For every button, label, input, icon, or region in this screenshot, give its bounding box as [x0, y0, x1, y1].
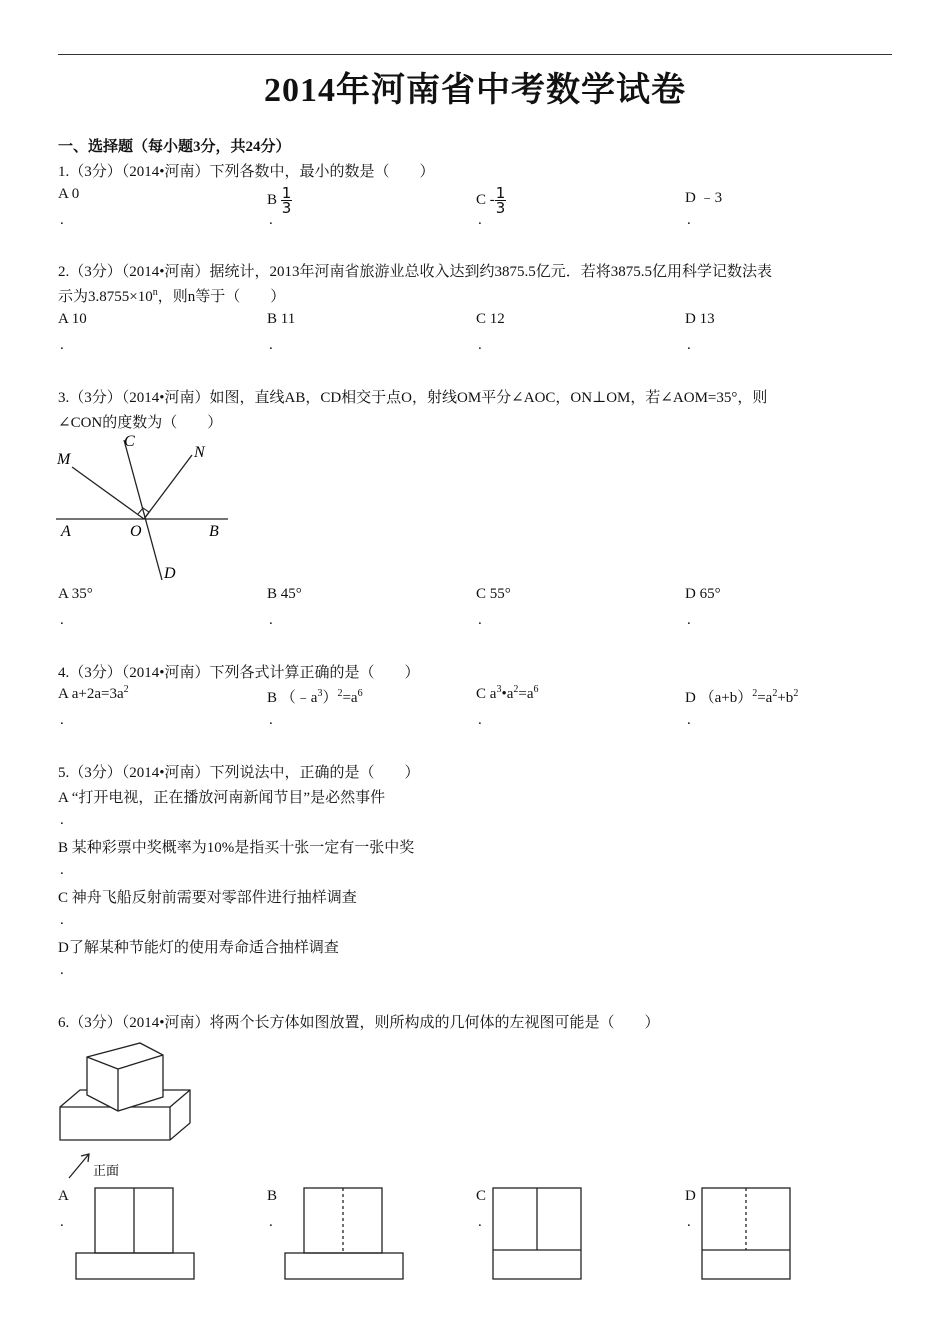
section-heading: 一、选择题（每小题3分，共24分） [58, 139, 291, 155]
q6-view-a [74, 1186, 198, 1282]
q2-stem-line1: 2.（3分）（2014•河南）据统计，2013年河南省旅游业总收入达到约3875.5亿元．若将3875.5亿用科学记数法表 [58, 264, 773, 280]
q2-stem-line2: 示为$3.8755\times 10^n$，则n等于（ ） [58, 287, 286, 305]
q6-view-d [700, 1186, 794, 1282]
dot: . [60, 337, 64, 353]
q3-angle-figure [52, 430, 242, 585]
q2-option-d: D 13 [685, 311, 715, 327]
q3-option-c: C 55° [476, 586, 511, 602]
page-title: 2014年河南省中考数学试卷 [264, 72, 686, 109]
dot: . [60, 912, 64, 928]
q6-view-b [283, 1186, 407, 1282]
dot: . [60, 712, 64, 728]
dot: . [269, 612, 273, 628]
dot: . [478, 337, 482, 353]
dot: . [687, 612, 691, 628]
label-n: N [194, 444, 205, 461]
dot: . [687, 337, 691, 353]
q1-option-a: A 0 [58, 186, 80, 202]
fraction-one-third: $\frac{1}{3}$ [281, 184, 292, 217]
q5-option-a: A “打开电视，正在播放河南新闻节目”是必然事件 [58, 790, 386, 806]
q6-view-c [491, 1186, 585, 1282]
q4-stem: 4.（3分）（2014•河南）下列各式计算正确的是（ ） [58, 665, 420, 681]
q5-option-d: D了解某种节能灯的使用寿命适合抽样调查 [58, 940, 339, 956]
q4-option-d: D $(a+b)^2=a^2+b^2$ [685, 688, 799, 706]
dot: . [269, 337, 273, 353]
dot: . [478, 212, 482, 228]
dot: . [687, 712, 691, 728]
label-o: O [130, 523, 142, 540]
dot: . [478, 1214, 482, 1230]
q5-option-b: B 某种彩票中奖概率为10%是指买十张一定有一张中奖 [58, 840, 415, 856]
q6-option-d: D [685, 1188, 696, 1204]
label-b: B [209, 523, 219, 540]
front-label: 正面 [93, 1164, 120, 1179]
q6-solid-figure [55, 1035, 200, 1185]
label-c: C [124, 433, 135, 450]
q4-option-a: A $a+2a=3a^2$ [58, 684, 129, 702]
dot: . [269, 212, 273, 228]
dot: . [60, 612, 64, 628]
q1-option-c: C - $\frac{1}{3}$ [476, 184, 506, 217]
q1-option-b: B $\frac{1}{3}$ [267, 184, 292, 217]
q2-option-c: C 12 [476, 311, 505, 327]
q5-stem: 5.（3分）（2014•河南）下列说法中，正确的是（ ） [58, 765, 420, 781]
q3-option-b: B 45° [267, 586, 302, 602]
dot: . [687, 1214, 691, 1230]
label-m: M [57, 451, 71, 468]
q2-option-a: A 10 [58, 311, 87, 327]
label-d: D [164, 565, 176, 582]
q1-option-d: D ﹣3 [685, 190, 723, 206]
top-rule [58, 54, 892, 55]
q3-stem-line2: ∠CON的度数为（ ） [58, 415, 223, 431]
q6-option-b: B [267, 1188, 278, 1204]
dot: . [269, 712, 273, 728]
dot: . [60, 1214, 64, 1230]
q1-stem: 1.（3分）（2014•河南）下列各数中，最小的数是（ ） [58, 164, 435, 180]
q6-option-a: A [58, 1188, 69, 1204]
q3-option-a: A 35° [58, 586, 93, 602]
q4-option-b: B $(﹣a^3)^2=a^6$ [267, 688, 363, 706]
label-a: A [61, 523, 71, 540]
dot: . [687, 212, 691, 228]
dot: . [478, 712, 482, 728]
q3-stem-line1: 3.（3分）（2014•河南）如图，直线AB，CD相交于点O，射线OM平分∠AOC，ON⊥OM，若∠AOM=35°，则 [58, 390, 768, 406]
dot: . [60, 812, 64, 828]
q6-stem: 6.（3分）（2014•河南）将两个长方体如图放置，则所构成的几何体的左视图可能是（ ） [58, 1015, 660, 1031]
dot: . [60, 962, 64, 978]
q6-option-c: C [476, 1188, 487, 1204]
q2-option-b: B 11 [267, 311, 296, 327]
dot: . [269, 1214, 273, 1230]
dot: . [60, 862, 64, 878]
q3-option-d: D 65° [685, 586, 721, 602]
dot: . [478, 612, 482, 628]
fraction-one-third-neg: $\frac{1}{3}$ [495, 184, 506, 217]
dot: . [60, 212, 64, 228]
q4-option-c: C $a^3•a^2=a^6$ [476, 684, 539, 702]
q5-option-c: C 神舟飞船反射前需要对零部件进行抽样调查 [58, 890, 357, 906]
